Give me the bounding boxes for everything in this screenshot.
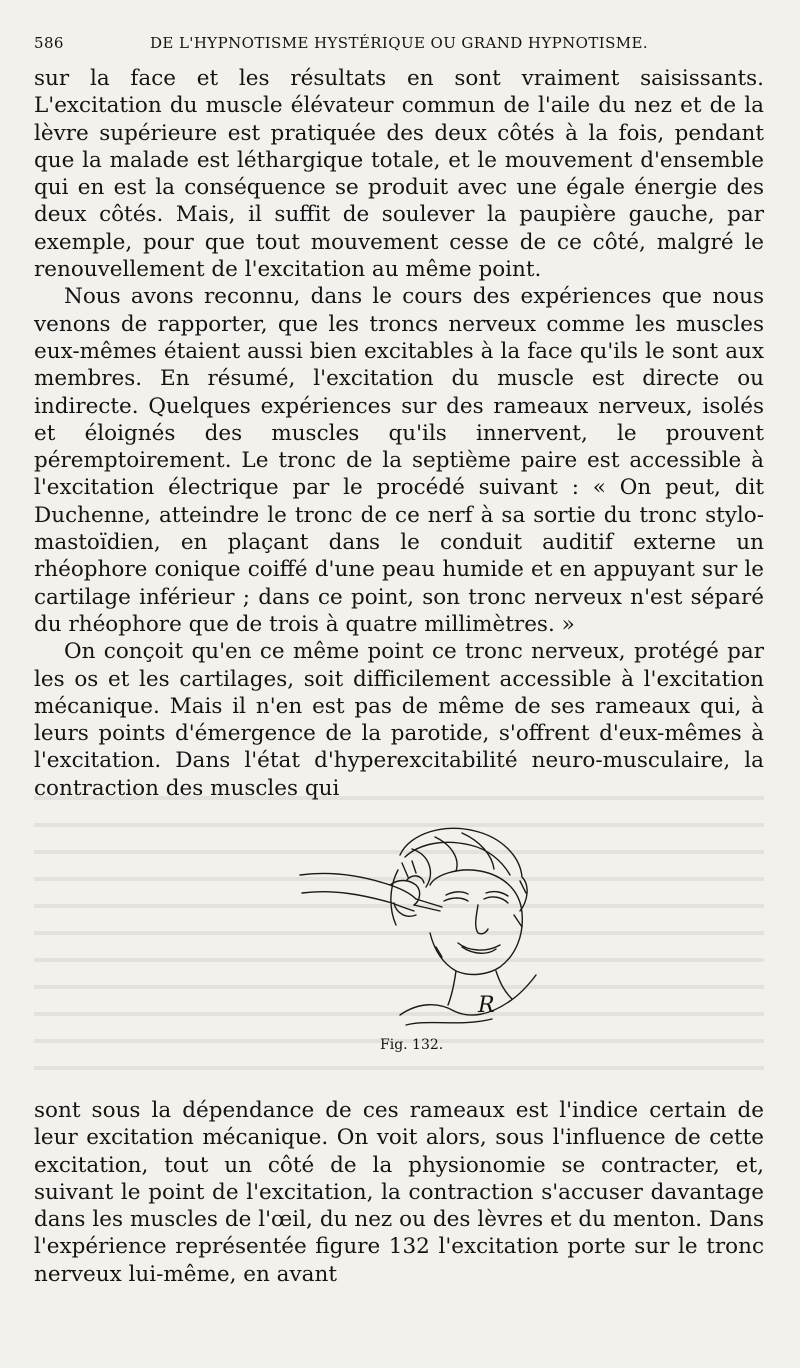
paragraph-continuation: sur la face et les résultats en sont vraiment saisissants. L'excitation du muscle élévateur commun de l'aile du nez et de la lèvre supérieure est pratiquée des deux côtés à la fois, pendant que la malade est léthargique totale, et le mouvement d'ensemble qui en est la conséquence se produit avec une égale énergie des deux côtés. Mais, il suffit de soulever la paupière gauche, par exemple, pour que tout mouvement cesse de ce côté, malgré le renouvellement de l'excitation au même point. bbox=[34, 66, 764, 283]
body-text-upper bbox=[34, 65, 764, 802]
paragraph-continuation: sont sous la dépendance de ces rameaux est l'indice certain de leur excitation mécanique. On voit alors, sous l'influence de cette excitation, tout un côté de la physionomie se contracter, et, suivant le point de l'excitation, la contraction s'accuser davantage dans les muscles de l'œil, du nez ou des lèvres et du menton. Dans l'expérience représentée figure 132 l'excitation porte sur le tronc nerveux lui-même, en avant bbox=[34, 1098, 764, 1287]
figure-132 bbox=[230, 815, 590, 1065]
engraving-face-illustration bbox=[230, 815, 590, 1035]
page-number: 586 bbox=[34, 34, 64, 52]
body-text-lower bbox=[34, 1097, 764, 1288]
paragraph: On conçoit qu'en ce même point ce tronc nerveux, protégé par les os et les cartilages, soit difficilement accessible à l'excitation mécanique. Mais il n'en est pas de même de ses rameaux qui, à leurs points d'émergence de la parotide, s'offrent d'eux-mêmes à l'excitation. Dans l'état d'hyperexcitabilité neuro-musculaire, la contraction des muscles qui bbox=[34, 639, 764, 801]
paragraph: Nous avons reconnu, dans le cours des expériences que nous venons de rapporter, que les troncs nerveux comme les muscles eux-mêmes étaient aussi bien excitables à la face qu'ils le sont aux membres. En résumé, l'excitation du muscle est directe ou indirecte. Quelques expériences sur des rameaux nerveux, isolés et éloignés des muscles qu'ils innervent, le prouvent péremptoirement. Le tronc de la septième paire est accessible à l'excitation électrique par le procédé suivant : « On peut, dit Duchenne, atteindre le tronc de ce nerf à sa sortie du tronc stylo-mastoïdien, en plaçant dans le conduit auditif externe un rhéophore conique coiffé d'une peau humide et en appuyant sur le cartilage inférieur ; dans ce point, son tronc nerveux n'est séparé du rhéophore que de trois à quatre millimètres. » bbox=[34, 284, 764, 637]
figure-caption: Fig. 132. bbox=[380, 1037, 444, 1053]
running-head bbox=[34, 34, 764, 58]
running-title: DE L'HYPNOTISME HYSTÉRIQUE OU GRAND HYPNOTISME. bbox=[150, 34, 649, 52]
engraver-signature: R bbox=[478, 993, 495, 1018]
